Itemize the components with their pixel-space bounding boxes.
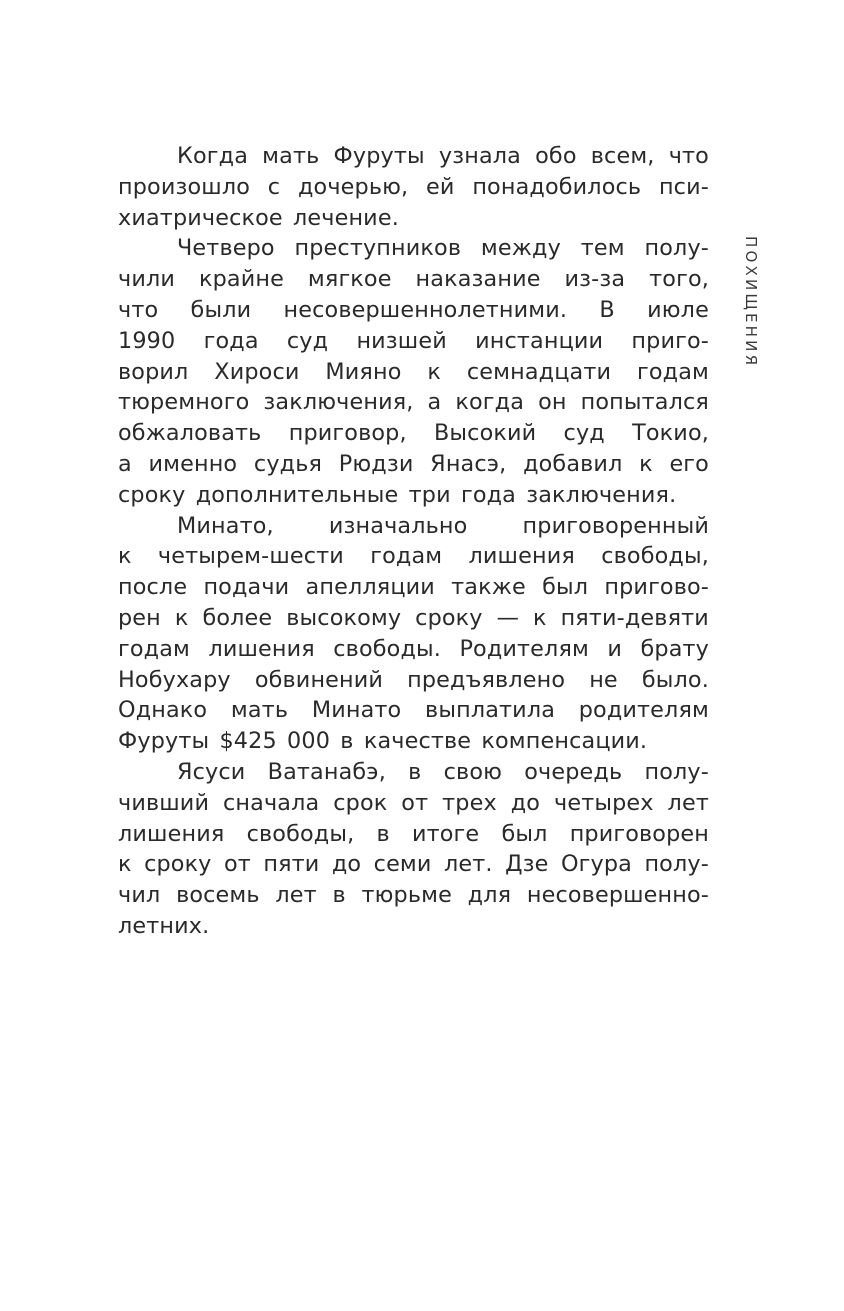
text-line: рен к более высокому сроку — к пяти-девяти bbox=[118, 604, 709, 631]
text-line: чил восемь лет в тюрьме для несовершенно- bbox=[118, 882, 709, 909]
text-line: Четверо преступников между тем полу- bbox=[177, 235, 709, 262]
body-text bbox=[118, 141, 709, 942]
text-line: после подачи апелляции также был пригово- bbox=[118, 574, 709, 601]
text-line: к сроку от пяти до семи лет. Дзе Огура полу- bbox=[118, 851, 709, 878]
text-line: хиатрическое лечение. bbox=[118, 204, 399, 231]
text-line: ворил Хироси Мияно к семнадцати годам bbox=[118, 358, 709, 385]
text-line: Ясуси Ватанабэ, в свою очередь полу- bbox=[177, 758, 709, 785]
text-line: чили крайне мягкое наказание из-за того, bbox=[118, 266, 709, 293]
text-line: Когда мать Фуруты узнала обо всем, что bbox=[177, 143, 709, 169]
text-line: 1990 года суд низшей инстанции приго- bbox=[118, 327, 709, 354]
text-line: что были несовершеннолетними. В июле bbox=[118, 296, 709, 323]
text-line: годам лишения свободы. Родителям и брату bbox=[118, 635, 709, 662]
text-line: а именно судья Рюдзи Янасэ, добавил к его bbox=[118, 450, 709, 477]
text-line: произошло с дочерью, ей понадобилось пси- bbox=[118, 173, 709, 200]
text-line: чивший сначала срок от трех до четырех лет bbox=[118, 789, 709, 816]
text-line: лишения свободы, в итоге был приговорен bbox=[118, 820, 709, 847]
running-head bbox=[732, 236, 770, 376]
running-head-text: ПОХИЩЕНИЯ bbox=[742, 236, 760, 369]
text-line: Минато, изначально приговоренный bbox=[177, 512, 709, 539]
text-line: сроку дополнительные три года заключения. bbox=[118, 481, 677, 508]
text-line: обжаловать приговор, Высокий суд Токио, bbox=[118, 420, 709, 447]
text-line: Однако мать Минато выплатила родителям bbox=[118, 697, 709, 724]
text-line: к четырем-шести годам лишения свободы, bbox=[118, 543, 709, 570]
text-line: тюремного заключения, а когда он попытался bbox=[118, 389, 709, 416]
text-line: Фуруты $425 000 в качестве компенсации. bbox=[118, 728, 648, 755]
text-line: Нобухару обвинений предъявлено не было. bbox=[118, 666, 709, 693]
text-line: летних. bbox=[118, 912, 210, 939]
